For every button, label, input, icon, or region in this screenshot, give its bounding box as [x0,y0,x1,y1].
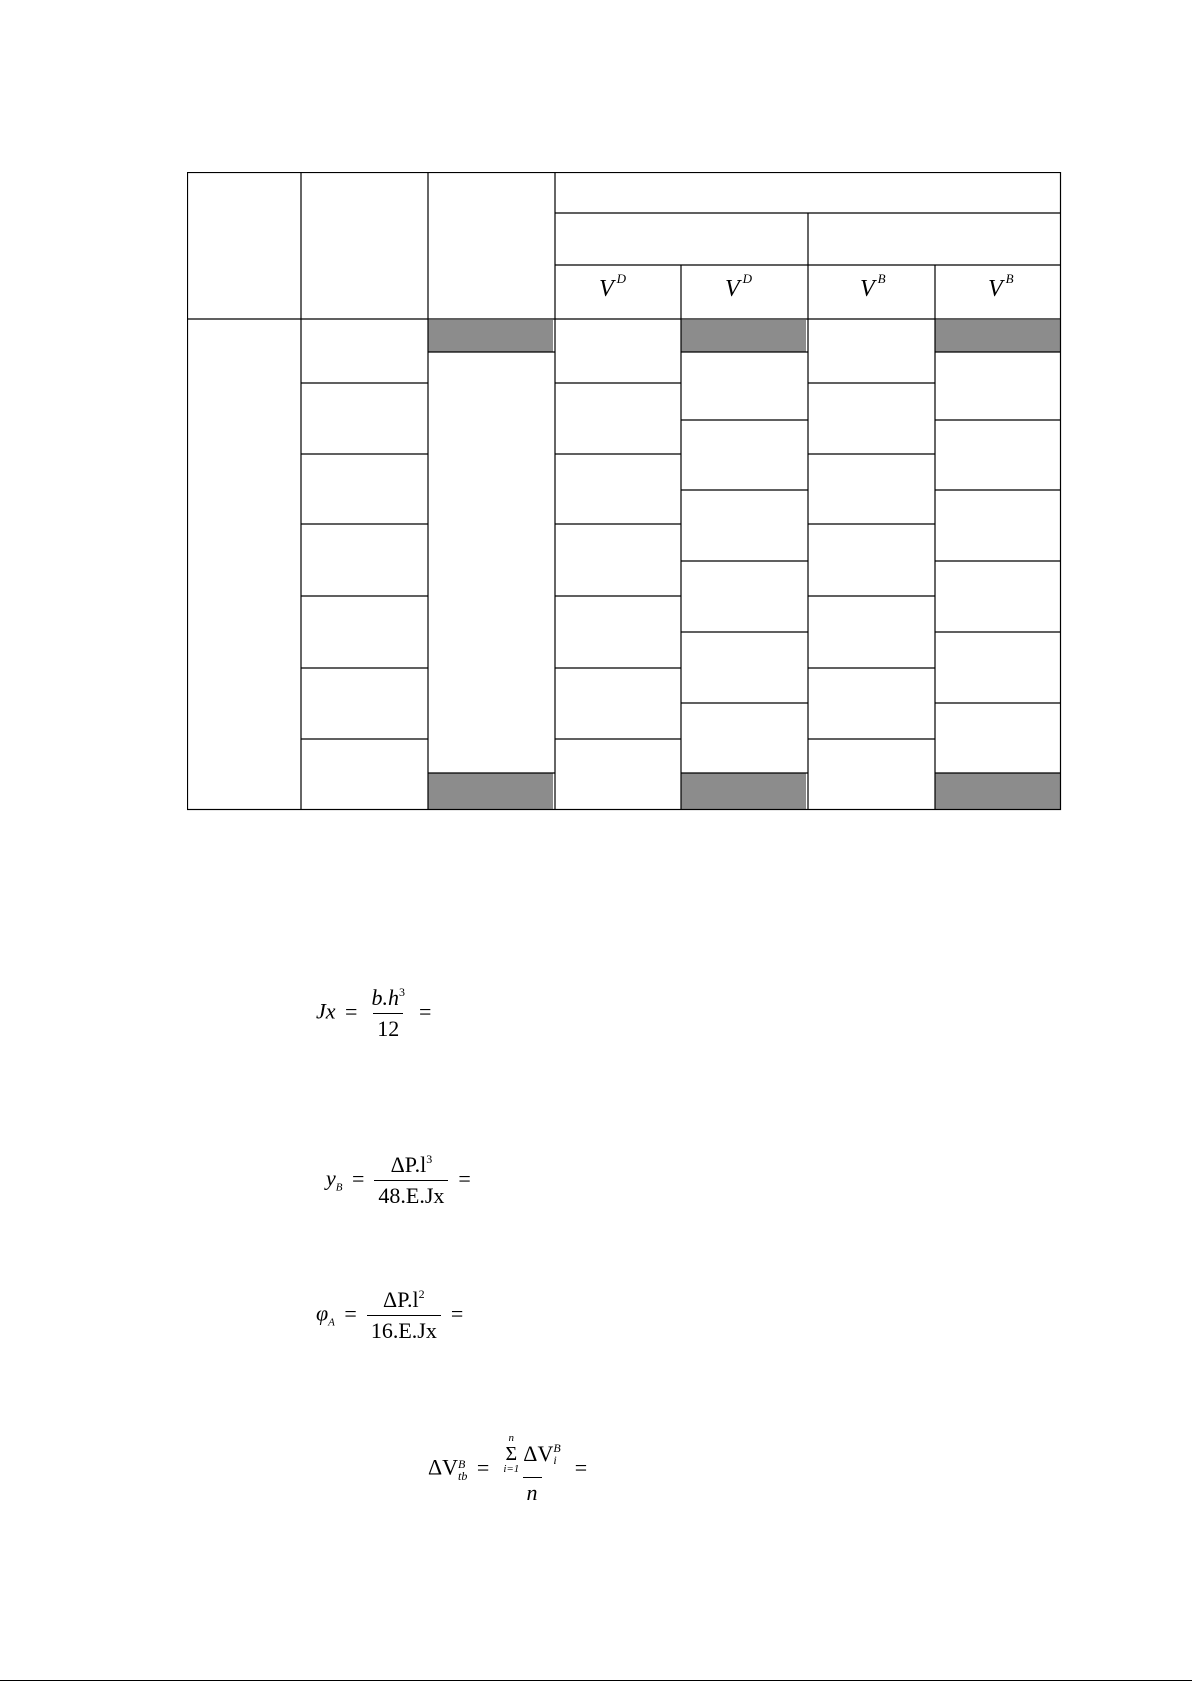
formula-average-displacement: ΔV B tb = n Σ i=1 ΔV B i n = [428,1432,588,1505]
shaded-cell [681,320,806,352]
formula-rotation-angle: $\varphi_A$ = $\frac{\Delta P.l^2}{16.E.Jx}$ = [316,1287,464,1343]
page-bottom-rule [0,1680,1192,1681]
header-v-b-1: V $^B$ [860,271,886,302]
shaded-cell [428,320,553,352]
shaded-cell [681,773,806,810]
formula-deflection: $y_B$ = $\frac{\Delta P.l^3}{48.E.Jx}$ = [326,1152,471,1208]
shaded-cell [935,773,1060,810]
table-grid [187,172,1062,811]
shaded-cell [428,773,553,810]
shaded-cell [935,320,1060,352]
header-v-d-2: V $^D$ [725,271,753,302]
header-v-d-1: V $^D$ [599,271,627,302]
header-v-b-2: V $^B$ [988,271,1014,302]
formula-moment-of-inertia: Jx = $\frac{b.h^3}{12}$ = [316,985,432,1041]
measurement-table [187,172,1062,811]
